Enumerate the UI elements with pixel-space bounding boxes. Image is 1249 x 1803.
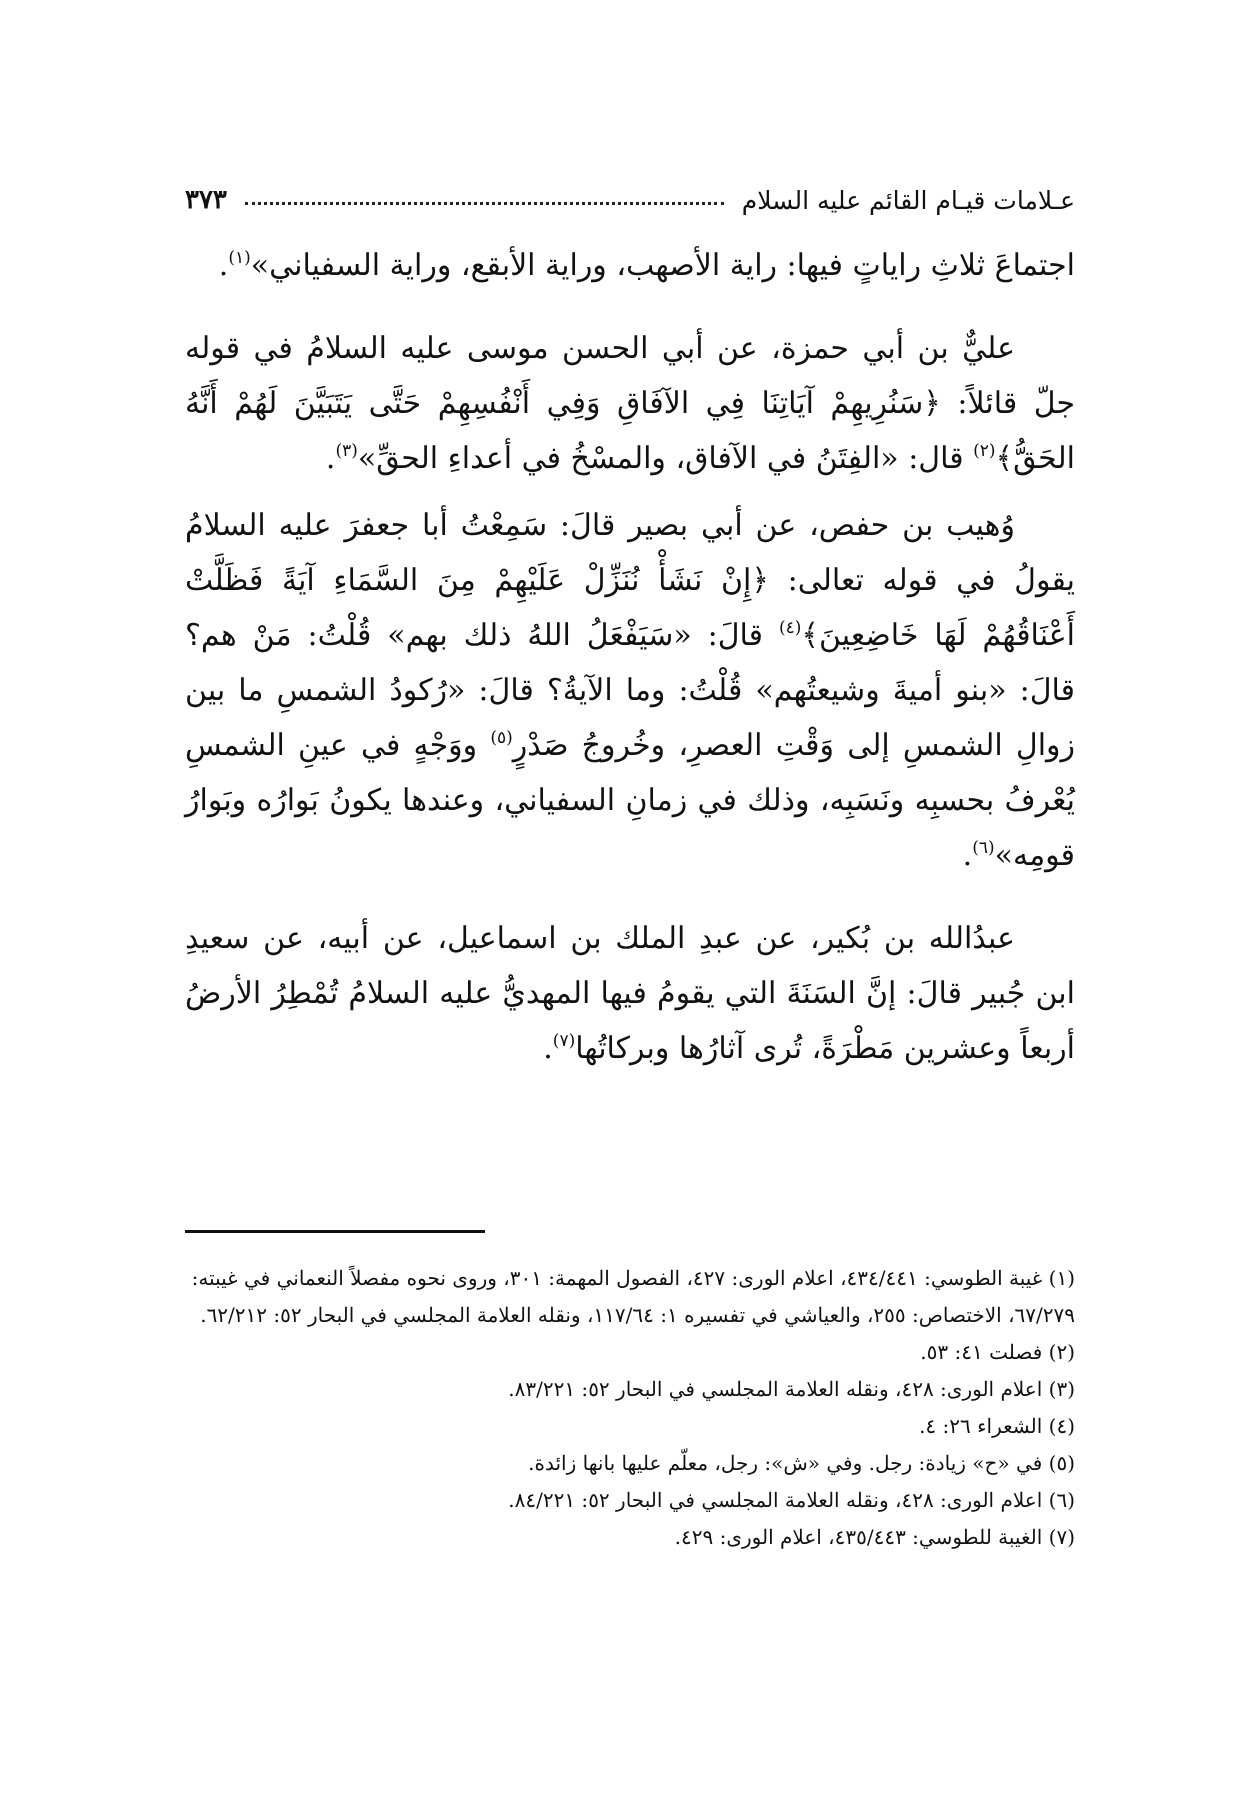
footnote-text: غيبة الطوسي: ٤٣٤/٤٤١، اعلام الورى: ٤٢٧، الفصول المهمة: ٣٠١، وروى نحوه مفصلاً النعماني في غيبته: ٦٧/٢٧٩، الاختصاص: ٢٥٥، والعياشي في تفسيره ١: ١١٧/٦٤، ونقله العلامة المجلسي في البحار ٥٢: ٦٢/٢١٢. [191,1266,1075,1327]
page-number: ٣٧٣ [185,185,227,215]
footnotes [185,1260,1075,1556]
footnote-label: (٦) [1048,1488,1075,1512]
footnote-text: الشعراء ٢٦: ٤. [919,1414,1043,1438]
footnote-text: اعلام الورى: ٤٢٨، ونقله العلامة المجلسي في البحار ٥٢: ٨٣/٢٢١. [508,1377,1043,1401]
footnote-label: (٢) [1048,1340,1075,1364]
footnote-ref: (٢) [973,441,996,461]
footnote [185,1408,1075,1445]
footnote [185,1445,1075,1482]
footnote-ref: (٣) [335,441,358,461]
paragraph: اجتماعَ ثلاثِ راياتٍ فيها: راية الأصهب، وراية الأبقع، وراية السفياني»$^{(١)}$. [218,248,1075,283]
paragraph: وُهيب بن حفص، عن أبي بصير قالَ: سَمِعْتُ أبا جعفرَ عليه السلامُ يقولُ في قوله تعالى: ﴿إِنْ نَشَأْ نُنَزِّلْ عَلَيْهِمْ مِنَ السَّمَاءِ آيَةً فَظَلَّتْ أَعْنَاقُهُمْ لَهَا خَاضِعِينَ﴾$^{(٤)}$ قالَ: «سَيَفْعَلُ اللهُ ذلك بهم» قُلْتُ: مَنْ هم؟ قالَ: «بنو أميةَ وشيعتُهم» قُلْتُ: وما الآيةُ؟ قالَ: «رُكودُ الشمسِ ما بين زوالِ الشمسِ إلى وَقْتِ العصرِ، وخُروجُ صَدْرٍ$^{(٥)}$ ووَجْهٍ في عينِ الشمسِ يُعْرفُ بحسبِه ونَسَبِه، وذلك في زمانِ السفياني، وعندها يكونُ بَوارُه وبَوارُ قومِه»$^{(٦)}$. [185,508,1076,873]
footnote-ref: (٥) [490,728,513,748]
footnote [185,1260,1075,1334]
footnote-text: الغيبة للطوسي: ٤٣٥/٤٤٣، اعلام الورى: ٤٢٩. [674,1525,1043,1549]
footnote-text: فصلت ٤١: ٥٣. [920,1340,1043,1364]
paragraph: عليٌّ بن أبي حمزة، عن أبي الحسن موسى عليه السلامُ في قوله جلّ قائلاً: ﴿سَنُرِيهِمْ آيَاتِنَا فِي الآفَاقِ وَفِي أَنْفُسِهِمْ حَتَّى يَتَبَيَّنَ لَهُمْ أَنَّهُ الحَقُّ﴾$^{(٢)}$ قال: «الفِتَنُ في الآفاق، والمسْخُ في أعداءِ الحقِّ»$^{(٣)}$. [185,331,1075,476]
footnote-label: (٤) [1048,1414,1075,1438]
footnote-label: (٧) [1048,1525,1075,1549]
leader-dots [245,202,724,205]
footnote-label: (٣) [1048,1377,1075,1401]
running-head [185,180,1075,220]
footnote [185,1519,1075,1556]
footnote-label: (١) [1048,1266,1075,1290]
footnote-ref: (٧) [552,1031,576,1051]
footnote [185,1371,1075,1408]
main-text [185,238,1075,1076]
footnote [185,1334,1075,1371]
footnote-text: اعلام الورى: ٤٢٨، ونقله العلامة المجلسي في البحار ٥٢: ٨٤/٢٢١. [508,1488,1043,1512]
footnote-text: في «ح» زيادة: رجل. وفي «ش»: رجل، معلّم عليها بانها زائدة. [528,1451,1043,1475]
paragraph: عبدُالله بن بُكير، عن عبدِ الملك بن اسماعيل، عن أبيه، عن سعيدِ ابن جُبير قالَ: إنَّ السَنَةَ التي يقومُ فيها المهديُّ عليه السلامُ تُمْطِرُ الأرضُ أربعاً وعشرين مَطْرَةً، تُرى آثارُها وبركاتُها$^{(٧)}$. [185,921,1075,1066]
footnote-ref: (٦) [972,838,995,858]
footnote-ref: (١) [228,248,251,268]
footnote-ref: (٤) [778,618,802,638]
chapter-title: عـلامات قيـام القائم عليه السلام [741,185,1075,215]
footnote-label: (٥) [1048,1451,1075,1475]
footnote [185,1482,1075,1519]
book-page [185,150,1075,1750]
footnote-separator [185,1230,485,1233]
